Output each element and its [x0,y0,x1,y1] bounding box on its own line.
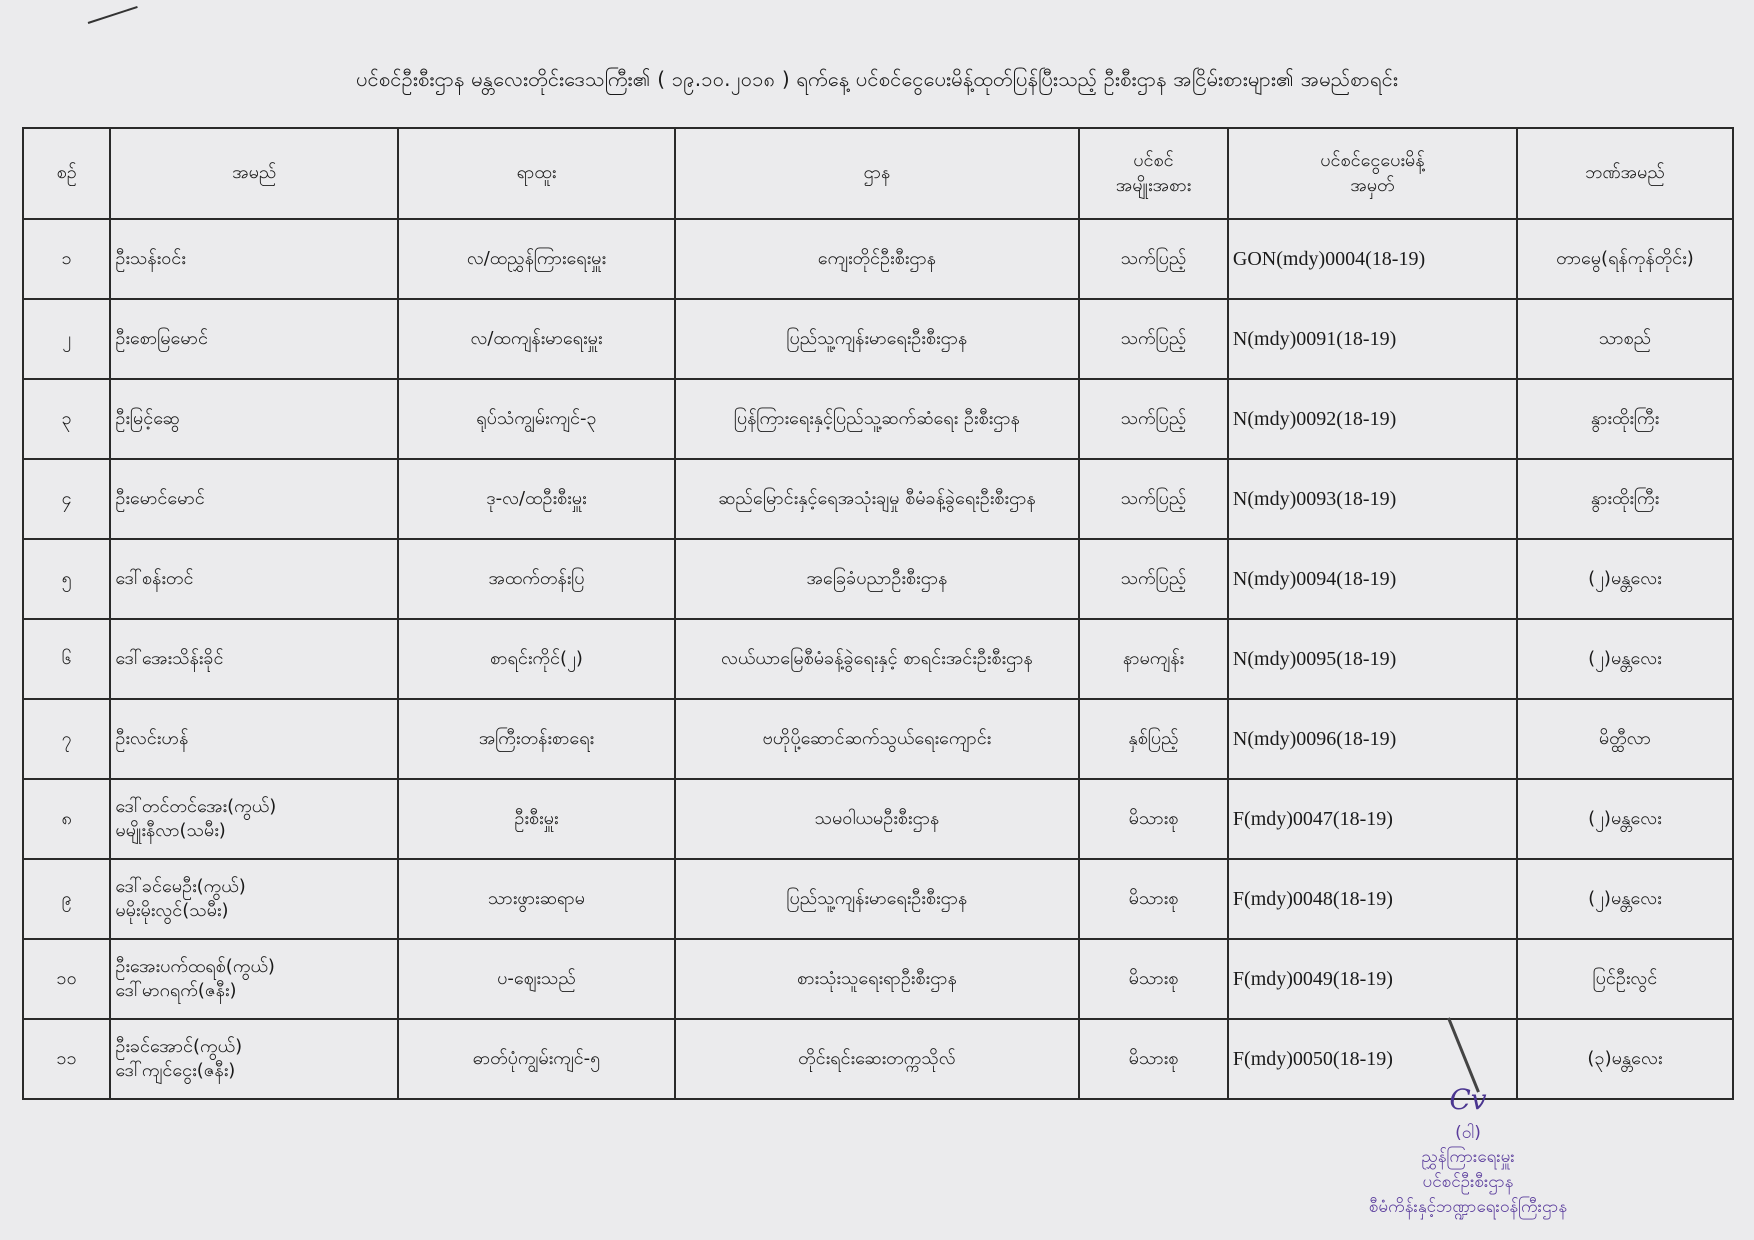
header-pension-type-line2: အမျိုးအစား [1115,174,1192,196]
cell-name-primary: ဦးမြင့်ဆွေ [115,407,180,429]
cell-name [110,699,398,779]
header-no: စဉ် [23,128,110,219]
header-rank: ရာထူး [398,128,675,219]
cell-department: တိုင်းရင်းဆေးတက္ကသိုလ် [675,1019,1079,1099]
cell-order-no: GON(mdy)0004(18-19) [1228,219,1517,299]
cell-bank: (၂)မန္တလေး [1517,779,1733,859]
cell-name-primary: ဒေါ်ခင်မေဦး(ကွယ်) [115,875,246,897]
header-bank: ဘဏ်အမည် [1517,128,1733,219]
table-row [23,939,1733,1019]
cell-bank: (၂)မန္တလေး [1517,539,1733,619]
table-row [23,779,1733,859]
cell-order-no: N(mdy)0094(18-19) [1228,539,1517,619]
cell-bank: ပြင်ဦးလွင် [1517,939,1733,1019]
cell-name-secondary: ဒေါ်မာဂရက်(ဇနီး) [115,980,237,1001]
cell-department: အခြေခံပညာဦးစီးဌာန [675,539,1079,619]
cell-order-no: F(mdy)0047(18-19) [1228,779,1517,859]
cell-pension-type: သက်ပြည့် [1079,379,1228,459]
cell-bank: တာမွေ(ရန်ကုန်တိုင်း) [1517,219,1733,299]
cell-bank: (၃)မန္တလေး [1517,1019,1733,1099]
table-header-row [23,128,1733,219]
cell-department: စားသုံးသူရေးရာဦးစီးဌာန [675,939,1079,1019]
cell-pension-type: သက်ပြည့် [1079,539,1228,619]
cell-rank: အထက်တန်းပြ [398,539,675,619]
cell-name-secondary: ဒေါ်ကျင်ငွေး(ဇနီး) [115,1060,236,1081]
cell-department: လယ်ယာမြေစီမံခန့်ခွဲရေးနှင့် စာရင်းအင်းဦးစီးဌာန [675,619,1079,699]
cell-no: ၁ [23,219,110,299]
table-row [23,859,1733,939]
cell-rank: ရုပ်သံကျွမ်းကျင်-၃ [398,379,675,459]
cell-rank: အကြီးတန်းစာရေး [398,699,675,779]
cell-name [110,459,398,539]
cell-order-no: F(mdy)0050(18-19) [1228,1019,1517,1099]
cell-no: ၈ [23,779,110,859]
cell-name [110,379,398,459]
cell-rank: လ/ထညွှန်ကြားရေးမှူး [398,219,675,299]
cell-name [110,779,398,859]
cell-no: ၄ [23,459,110,539]
table-body [23,219,1733,1099]
cell-pension-type: မိသားစု [1079,1019,1228,1099]
cell-order-no: F(mdy)0048(18-19) [1228,859,1517,939]
cell-rank: သားဖွားဆရာမ [398,859,675,939]
cell-pension-type: မိသားစု [1079,859,1228,939]
seal-title: ညွှန်ကြားရေးမှူး [1421,1147,1515,1168]
document-title: ပင်စင်ဦးစီးဌာန မန္တလေးတိုင်းဒေသကြီး၏ ( ၁၉.၁၀.၂၀၁၈ ) ရက်နေ့ ပင်စင်ငွေပေးမိန့်ထုတ်ပြန်ပြီးသည့် ဦးစီးဌာန အငြိမ်းစားများ၏ အမည်စာရင်း [355,67,1399,91]
cell-no: ၇ [23,699,110,779]
cell-bank: (၂)မန္တလေး [1517,859,1733,939]
cell-pension-type: နာမကျန်း [1079,619,1228,699]
cell-name [110,619,398,699]
cell-name-primary: ဦးခင်အောင်(ကွယ်) [115,1035,243,1057]
cell-order-no: N(mdy)0092(18-19) [1228,379,1517,459]
cell-no: ၁၀ [23,939,110,1019]
header-department: ဌာန [675,128,1079,219]
header-order-no-line1: ပင်စင်ငွေပေးမိန့် [1320,150,1425,172]
cell-name [110,299,398,379]
cell-name-primary: ဦးစောမြမောင် [115,327,208,349]
cell-pension-type: မိသားစု [1079,779,1228,859]
cell-department: ပြည်သူ့ကျန်းမာရေးဦးစီးဌာန [675,299,1079,379]
cell-name [110,219,398,299]
table-row [23,619,1733,699]
cell-department: ပြည်သူ့ကျန်းမာရေးဦးစီးဌာန [675,859,1079,939]
cell-rank: ဓာတ်ပုံကျွမ်းကျင်-၅ [398,1019,675,1099]
official-signature-seal [1318,1080,1618,1219]
cell-name-primary: ဒေါ်စန်းတင် [115,567,194,589]
cell-order-no: N(mdy)0096(18-19) [1228,699,1517,779]
cell-pension-type: နှစ်ပြည့် [1079,699,1228,779]
cell-name-primary: ဒေါ်အေးသိန်းခိုင် [115,647,224,669]
table-row [23,459,1733,539]
header-pension-type [1079,128,1228,219]
cell-pension-type: သက်ပြည့် [1079,219,1228,299]
cell-no: ၂ [23,299,110,379]
cell-pension-type: သက်ပြည့် [1079,459,1228,539]
cell-no: ၅ [23,539,110,619]
cell-name-secondary: မမိုးမိုးလွင်(သမီး) [115,900,229,921]
cell-name [110,859,398,939]
cell-name-primary: ဦးအေးပက်ထရစ်(ကွယ်) [115,955,275,977]
cell-department: သမဝါယမဦးစီးဌာန [675,779,1079,859]
cell-department: ဆည်မြောင်းနှင့်ရေအသုံးချမှု စီမံခန့်ခွဲရေးဦးစီးဌာန [675,459,1079,539]
table-row [23,379,1733,459]
cell-bank: နွားထိုးကြီး [1517,459,1733,539]
seal-ministry: စီမံကိန်းနှင့်ဘဏ္ဍာရေးဝန်ကြီးဌာန [1368,1196,1568,1217]
cell-no: ၉ [23,859,110,939]
cell-pension-type: မိသားစု [1079,939,1228,1019]
seal-department: ပင်စင်ဦးစီးဌာန [1422,1171,1514,1192]
header-pension-type-line1: ပင်စင် [1133,150,1174,172]
cell-rank: ပ-ဈေးသည် [398,939,675,1019]
table-row [23,219,1733,299]
cell-department: ကျေးတိုင်ဦးစီးဌာန [675,219,1079,299]
cell-name-primary: ဦးလင်းဟန် [115,727,189,749]
table-row [23,299,1733,379]
cell-department: ပြန်ကြားရေးနှင့်ပြည်သူ့ဆက်ဆံရေး ဦးစီးဌာန [675,379,1079,459]
cell-name-primary: ဦးသန်းဝင်း [115,247,186,269]
cell-no: ၆ [23,619,110,699]
cell-name-secondary: မမျိုးနီလာ(သမီး) [115,820,226,841]
cell-bank: (၂)မန္တလေး [1517,619,1733,699]
cell-name-primary: ဒေါ်တင်တင်အေး(ကွယ်) [115,795,277,817]
cell-name [110,939,398,1019]
cell-no: ၃ [23,379,110,459]
cell-order-no: N(mdy)0093(18-19) [1228,459,1517,539]
handwritten-signature: Cv [1449,1083,1487,1116]
cell-name [110,539,398,619]
header-order-no [1228,128,1517,219]
cell-rank: လ/ထကျန်းမာရေးမှူး [398,299,675,379]
cell-department: ဗဟိုပို့ဆောင်ဆက်သွယ်ရေးကျောင်း [675,699,1079,779]
header-order-no-line2: အမှတ် [1350,174,1395,196]
cell-bank: နွားထိုးကြီး [1517,379,1733,459]
table-row [23,699,1733,779]
cell-name [110,1019,398,1099]
cell-rank: စာရင်းကိုင်(၂) [398,619,675,699]
cell-order-no: N(mdy)0095(18-19) [1228,619,1517,699]
pen-stroke-mark [88,6,138,24]
cell-pension-type: သက်ပြည့် [1079,299,1228,379]
cell-bank: သာစည် [1517,299,1733,379]
table-row [23,539,1733,619]
pension-register-table [22,127,1734,1100]
cell-order-no: F(mdy)0049(18-19) [1228,939,1517,1019]
seal-paren: (ဝါ) [1455,1122,1481,1143]
cell-bank: မိတ္ထီလာ [1517,699,1733,779]
header-name: အမည် [110,128,398,219]
cell-no: ၁၁ [23,1019,110,1099]
cell-rank: ဦးစီးမှူး [398,779,675,859]
cell-rank: ဒု-လ/ထဦးစီးမှူး [398,459,675,539]
cell-name-primary: ဦးမောင်မောင် [115,487,205,509]
cell-order-no: N(mdy)0091(18-19) [1228,299,1517,379]
